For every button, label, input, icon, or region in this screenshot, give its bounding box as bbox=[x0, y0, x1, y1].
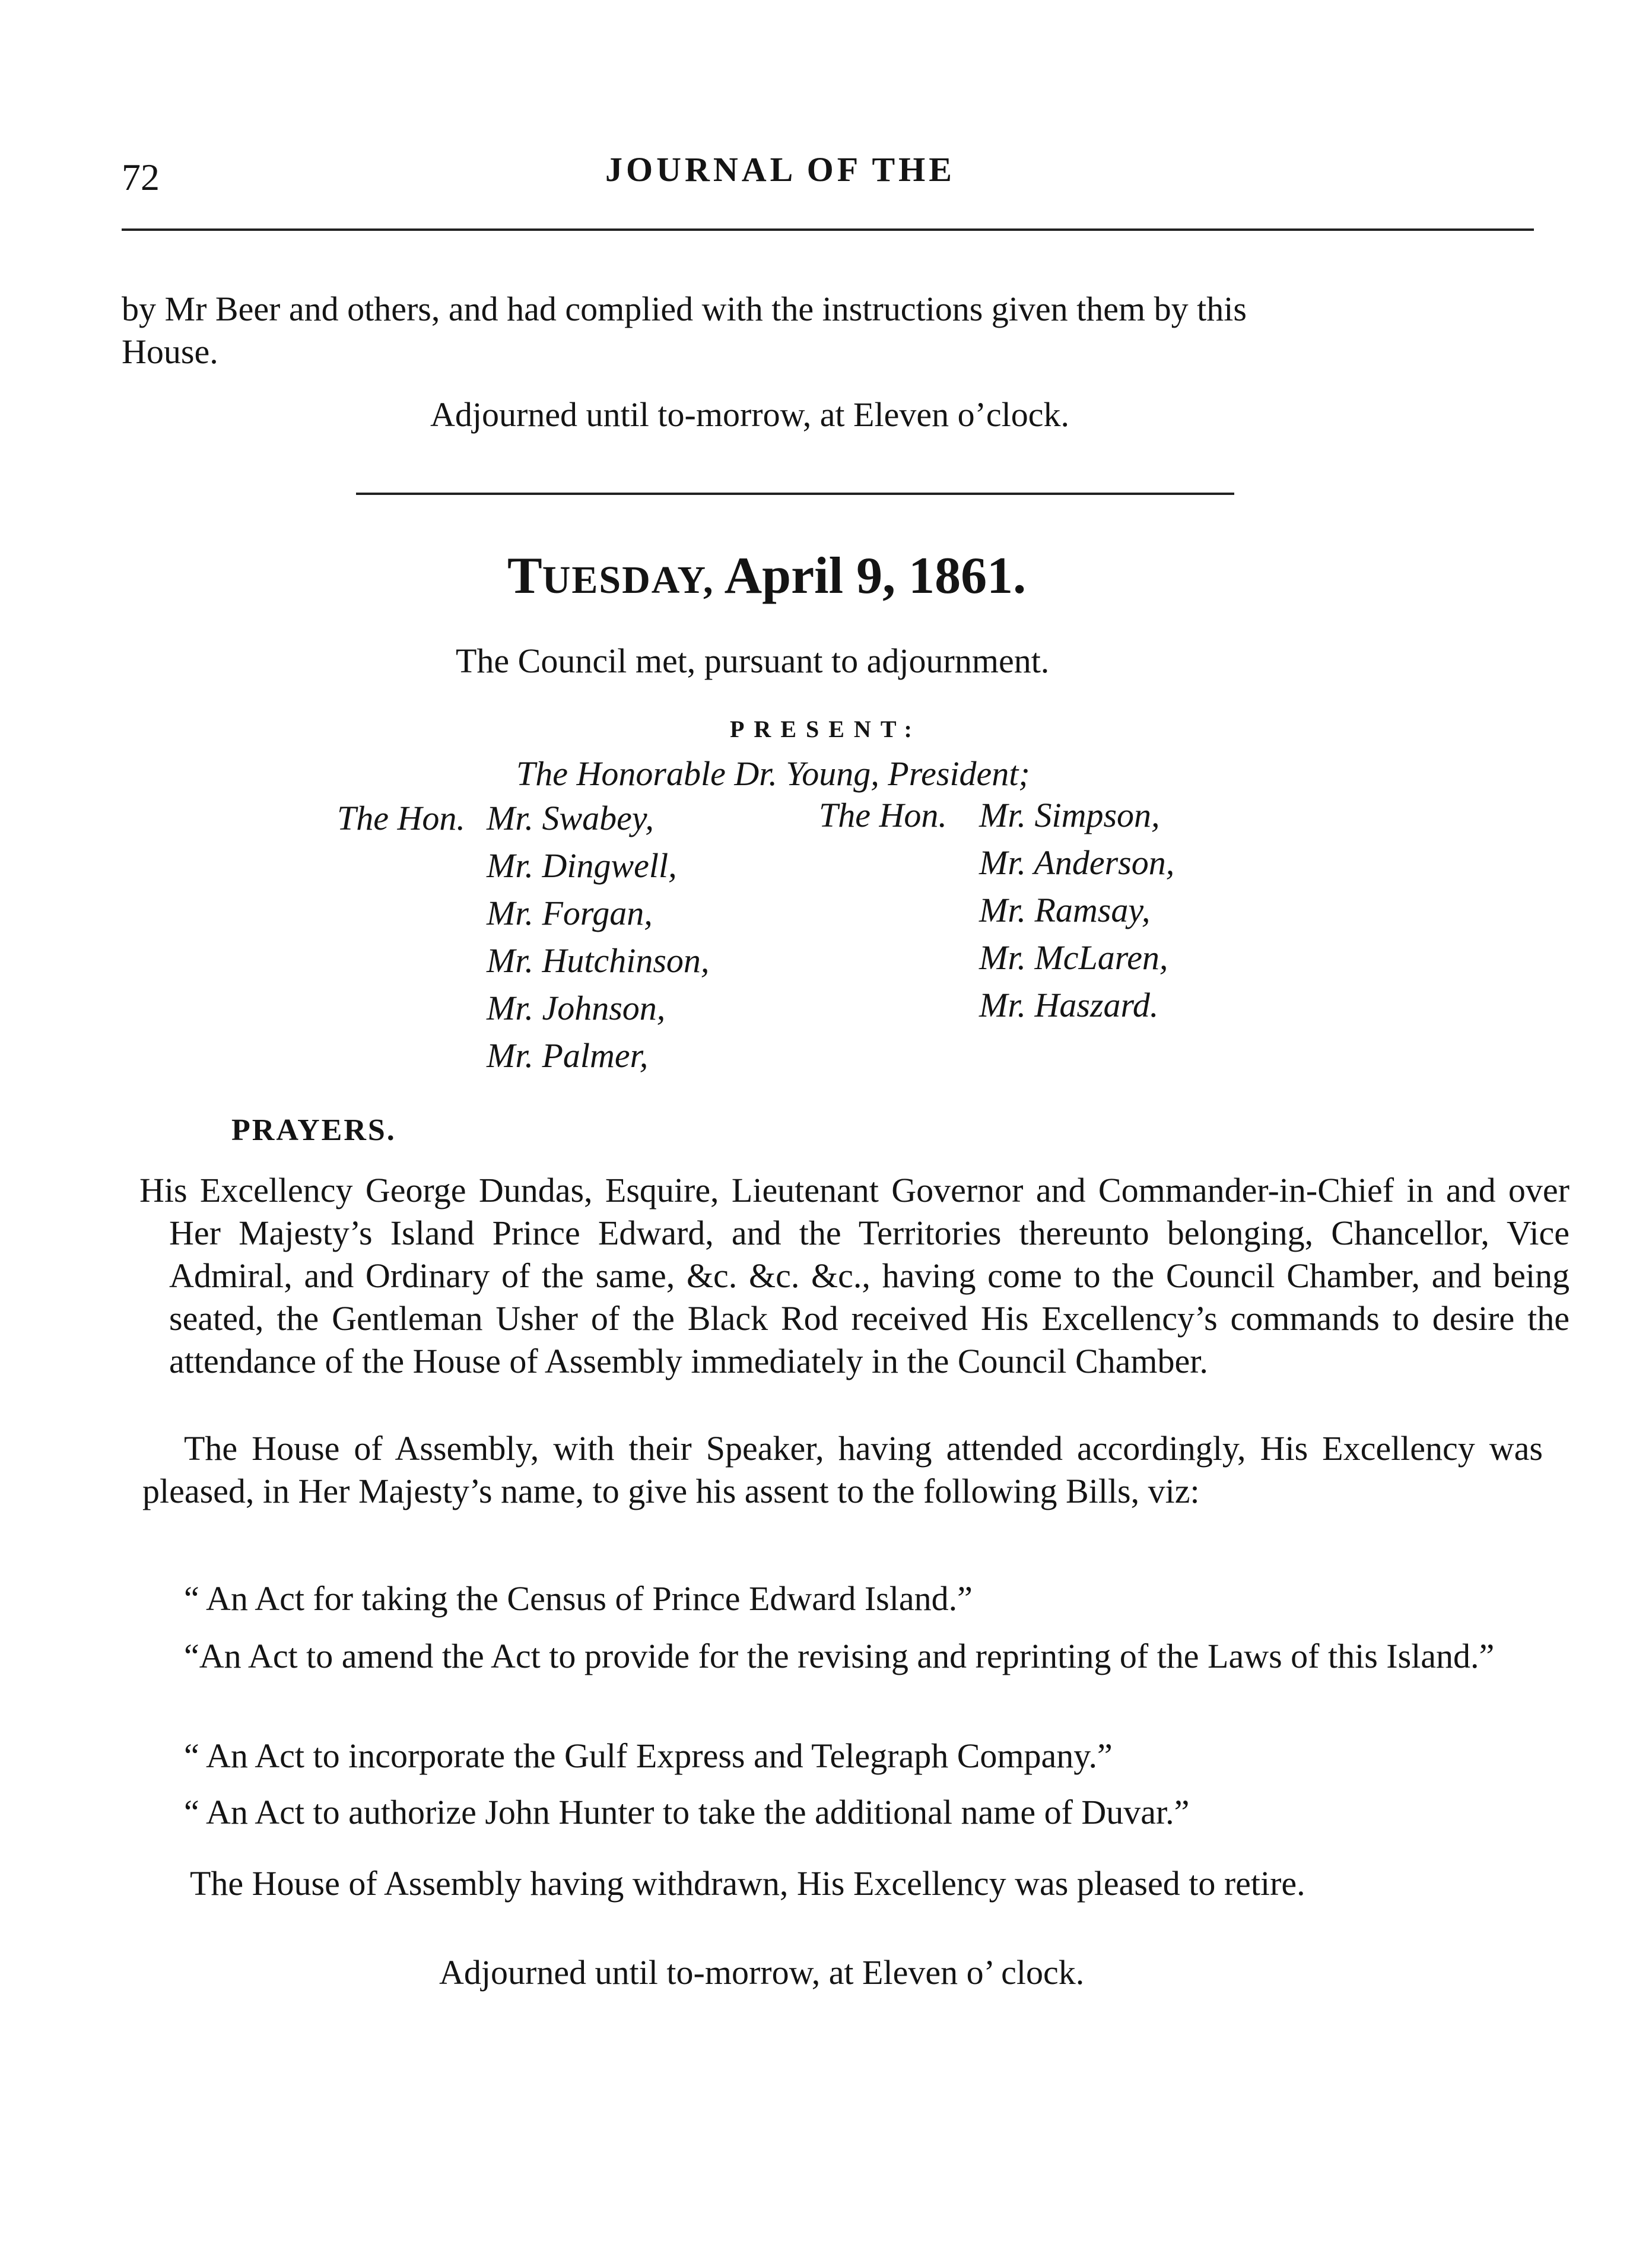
member-left: Mr. Johnson, bbox=[487, 989, 666, 1027]
bill-item: “ An Act for taking the Census of Prince Edward Island.” bbox=[184, 1579, 973, 1618]
member-right: Mr. Simpson, bbox=[979, 796, 1160, 834]
running-title: JOURNAL OF THE bbox=[605, 150, 955, 189]
members-left-prefix: The Hon. bbox=[337, 799, 465, 837]
bill-item: “An Act to amend the Act to provide for the revising and reprinting of the Laws of this Island.” bbox=[184, 1637, 1495, 1675]
council-met-line: The Council met, pursuant to adjournment. bbox=[456, 642, 1050, 680]
member-right: Mr. Ramsay, bbox=[979, 891, 1151, 929]
header-rule bbox=[122, 228, 1534, 231]
date-heading bbox=[507, 546, 1026, 606]
weekday-rest: UESDAY, bbox=[542, 558, 714, 602]
continuation-paragraph bbox=[122, 288, 1528, 373]
member-right: Mr. McLaren, bbox=[979, 938, 1168, 977]
member-left: Mr. Swabey, bbox=[487, 799, 654, 837]
adjourned-note-2: Adjourned until to-morrow, at Eleven o’ clock. bbox=[439, 1953, 1085, 1992]
adjourned-note-1: Adjourned until to-morrow, at Eleven o’clock. bbox=[430, 395, 1069, 434]
prayers-label: PRAYERS. bbox=[231, 1113, 396, 1147]
present-label: PRESENT: bbox=[730, 716, 922, 742]
member-left: Mr. Dingwell, bbox=[487, 846, 677, 885]
president-line: The Honorable Dr. Young, President; bbox=[516, 754, 1030, 793]
page-number: 72 bbox=[122, 156, 160, 198]
assembly-paragraph: The House of Assembly, with their Speaker, having attended accordingly, His Excellency was pleased, in Her Majesty’s name, to give his assent to the following Bills, viz: bbox=[142, 1429, 1543, 1510]
member-right: Mr. Haszard. bbox=[979, 986, 1159, 1024]
continuation-line-1: by Mr Beer and others, and had complied with the instructions given them by this bbox=[122, 290, 1247, 328]
date-text: April 9, 1861. bbox=[724, 547, 1027, 605]
weekday-initial: T bbox=[507, 547, 542, 605]
member-right: Mr. Anderson, bbox=[979, 843, 1175, 882]
bill-item: “ An Act to incorporate the Gulf Express and Telegraph Company.” bbox=[184, 1736, 1113, 1775]
member-left: Mr. Forgan, bbox=[487, 894, 653, 932]
continuation-line-2: House. bbox=[122, 332, 218, 371]
section-divider bbox=[356, 493, 1234, 495]
excellency-paragraph: His Excellency George Dundas, Esquire, Lieutenant Governor and Commander-in-Chief in and over Her Majesty’s Island Prince Edward, and the Territories thereunto belonging, Chancellor, Vice Admiral, and Ordinary of the same, &c. &c. &c., having come to the Council Chamber, and being seated, the Gentleman Usher of the Black Rod received His Excellency’s commands to desire the attendance of the House of Assembly immediately in the Council Chamber. bbox=[139, 1171, 1570, 1380]
members-right-prefix: The Hon. bbox=[819, 796, 947, 834]
member-left: Mr. Hutchinson, bbox=[487, 941, 710, 980]
withdrawn-line: The House of Assembly having withdrawn, His Excellency was pleased to retire. bbox=[190, 1864, 1305, 1903]
member-left: Mr. Palmer, bbox=[487, 1036, 649, 1075]
bill-item: “ An Act to authorize John Hunter to take the additional name of Duvar.” bbox=[184, 1793, 1190, 1831]
